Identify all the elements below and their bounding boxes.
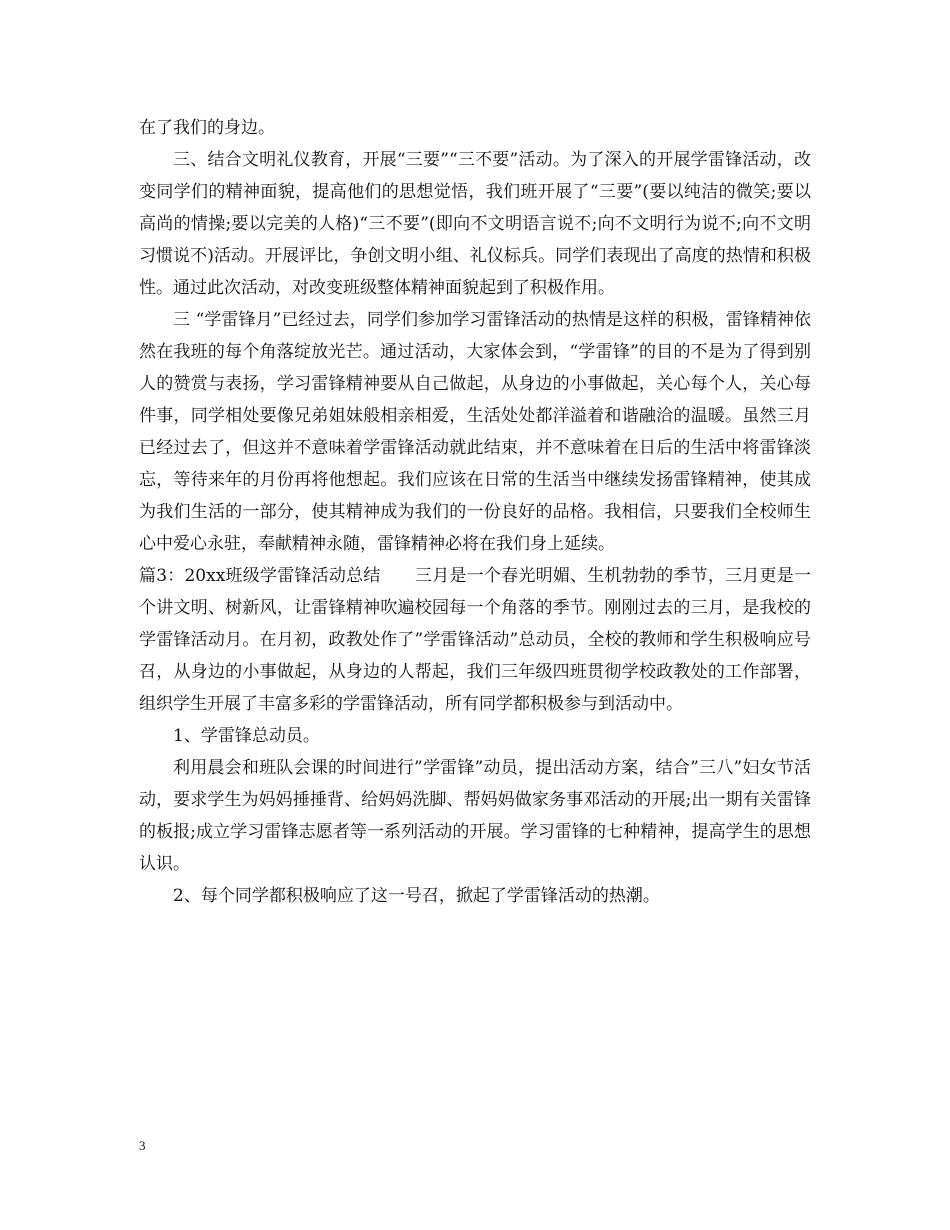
paragraph-1: 在了我们的身边。 — [139, 118, 275, 138]
paragraph-3: 三 “学雷锋月”已经过去，同学们参加学习雷锋活动的热情是这样的积极，雷锋精神依然在我班的每个角落绽放光芒。通过活动，大家体会到，“学雷锋”的目的不是为了得到别人的赞赏与表扬，学习雷锋精神要从自己做起，从身边的小事做起，关心每个人，关心每件事，同学相处要像兄弟姐妹般相亲相爱，生活处处都洋溢着和谐融洽的温暖。虽然三月已经过去了，但这并不意味着学雷锋活动就此结束，并不意味着在日后的生活中将雷锋淡忘，等待来年的月份再将他想起。我们应该在日常的生活当中继续发扬雷锋精神，使其成为我们生活的一部分，使其精神成为我们的一份良好的品格。我相信，只要我们全校师生心中爱心永驻，奉献精神永随，雷锋精神必将在我们身上延续。 — [139, 310, 811, 554]
document-body — [139, 112, 811, 912]
paragraph-5: 1、学雷锋总动员。 — [173, 726, 320, 746]
paragraph-2: 三、结合文明礼仪教育，开展“三要”“三不要”活动。为了深入的开展学雷锋活动，改变同学们的精神面貌，提高他们的思想觉悟，我们班开展了“三要”(要以纯洁的微笑;要以高尚的情操;要以完美的人格)“三不要”(即向不文明语言说不;向不文明行为说不;向不文明习惯说不)活动。开展评比，争创文明小组、礼仪标兵。同学们表现出了高度的热情和积极性。通过此次活动，对改变班级整体精神面貌起到了积极作用。 — [139, 150, 811, 298]
page-number: 3 — [139, 1138, 146, 1153]
paragraph-4: 篇3：20xx班级学雷锋活动总结 三月是一个春光明媚、生机勃勃的季节，三月更是一个讲文明、树新风，让雷锋精神吹遍校园每一个角落的季节。刚刚过去的三月，是我校的学雷锋活动月。在月初，政教处作了”学雷锋活动”总动员，全校的教师和学生积极响应号召，从身边的小事做起，从身边的人帮起，我们三年级四班贯彻学校政教处的工作部署，组织学生开展了丰富多彩的学雷锋活动，所有同学都积极参与到活动中。 — [139, 566, 811, 714]
paragraph-7: 2、每个同学都积极响应了这一号召，掀起了学雷锋活动的热潮。 — [173, 886, 660, 906]
paragraph-6: 利用晨会和班队会课的时间进行”学雷锋”动员，提出活动方案，结合”三八”妇女节活动，要求学生为妈妈捶捶背、给妈妈洗脚、帮妈妈做家务事邓活动的开展;出一期有关雷锋的板报;成立学习雷锋志愿者等一系列活动的开展。学习雷锋的七种精神，提高学生的思想认识。 — [139, 758, 811, 874]
